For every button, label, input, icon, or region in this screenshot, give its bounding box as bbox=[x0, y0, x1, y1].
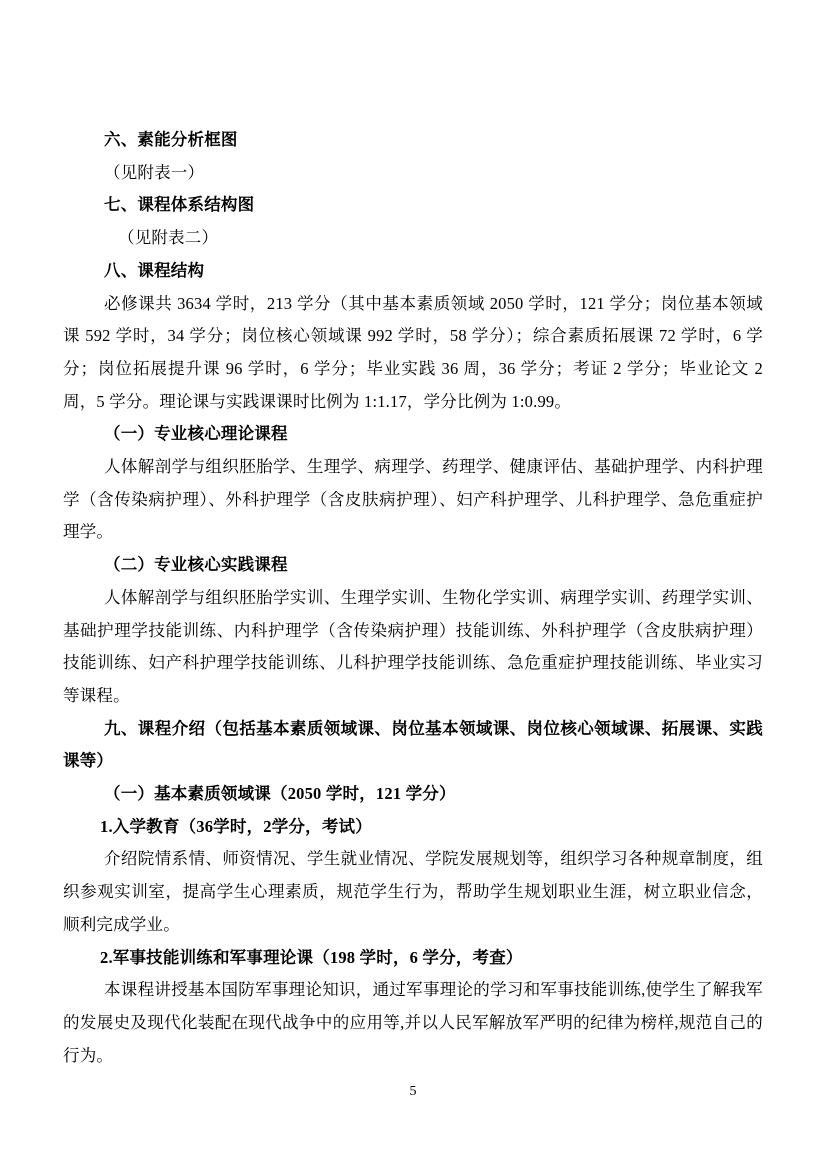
section-heading-6: 六、素能分析框图 bbox=[104, 130, 238, 149]
document-body bbox=[63, 124, 763, 1072]
item-heading-military-training: 2.军事技能训练和军事理论课（198 学时，6 学分，考查） bbox=[100, 947, 523, 967]
subheading-basic-quality-courses: （一）基本素质领域课（2050 学时，121 学分） bbox=[104, 784, 456, 804]
paragraph-admission-education: 介绍院情系情、师资情况、学生就业情况、学院发展规划等，组织学习各种规章制度，组织参观实训室，提高学生心理素质，规范学生行为，帮助学生规划职业生涯，树立职业信念，顺利完成学业。 bbox=[63, 849, 763, 934]
section-heading-9: 九、课程介绍（包括基本素质领域课、岗位基本领域课、岗位核心领域课、拓展课、实践课等） bbox=[63, 718, 763, 771]
page-number: 5 bbox=[409, 1084, 417, 1099]
section-heading-7: 七、课程体系结构图 bbox=[104, 195, 255, 215]
paragraph-military-training: 本课程讲授基本国防军事理论知识，通过军事理论的学习和军事技能训练,使学生了解我军的发展史及现代化装配在现代战争中的应用等,并以人民军解放军严明的纪律为榜样,规范自己的行为。 bbox=[63, 980, 763, 1065]
section-heading-8: 八、课程结构 bbox=[104, 260, 205, 280]
paragraph-core-theory-courses: 人体解剖学与组织胚胎学、生理学、病理学、药理学、健康评估、基础护理学、内科护理学（含传染病护理）、外科护理学（含皮肤病护理）、妇产科护理学、儿科护理学、急危重症护理学。 bbox=[63, 457, 763, 542]
subheading-core-theory-courses: （一）专业核心理论课程 bbox=[104, 424, 288, 444]
item-heading-admission-education: 1.入学教育（36学时，2学分，考试） bbox=[100, 816, 372, 836]
paragraph-core-practice-courses: 人体解剖学与组织胚胎学实训、生理学实训、生物化学实训、病理学实训、药理学实训、基础护理学技能训练、内科护理学（含传染病护理）技能训练、外科护理学（含皮肤病护理）技能训练、妇产科护理学技能训练、儿科护理学技能训练、急危重症护理技能训练、毕业实习等课程。 bbox=[63, 587, 763, 705]
subheading-core-practice-courses: （二）专业核心实践课程 bbox=[104, 555, 288, 575]
attachment-note-2: （见附表二） bbox=[118, 228, 219, 248]
attachment-note-1: （见附表一） bbox=[104, 162, 205, 182]
paragraph-course-structure: 必修课共 3634 学时，213 学分（其中基本素质领域 2050 学时，121 学分；岗位基本领域课 592 学时，34 学分；岗位核心领域课 992 学时，58 学分）；综合素质拓展课 72 学时，6 学分；岗位拓展提升课 96 学时，6 学分；毕业实践 36 周，36 学分；考证 2 学分；毕业论文 2 周，5 学分。理论课与实践课课时比例为 1:1.17，学分比例为 1:0.99。 bbox=[63, 293, 763, 411]
